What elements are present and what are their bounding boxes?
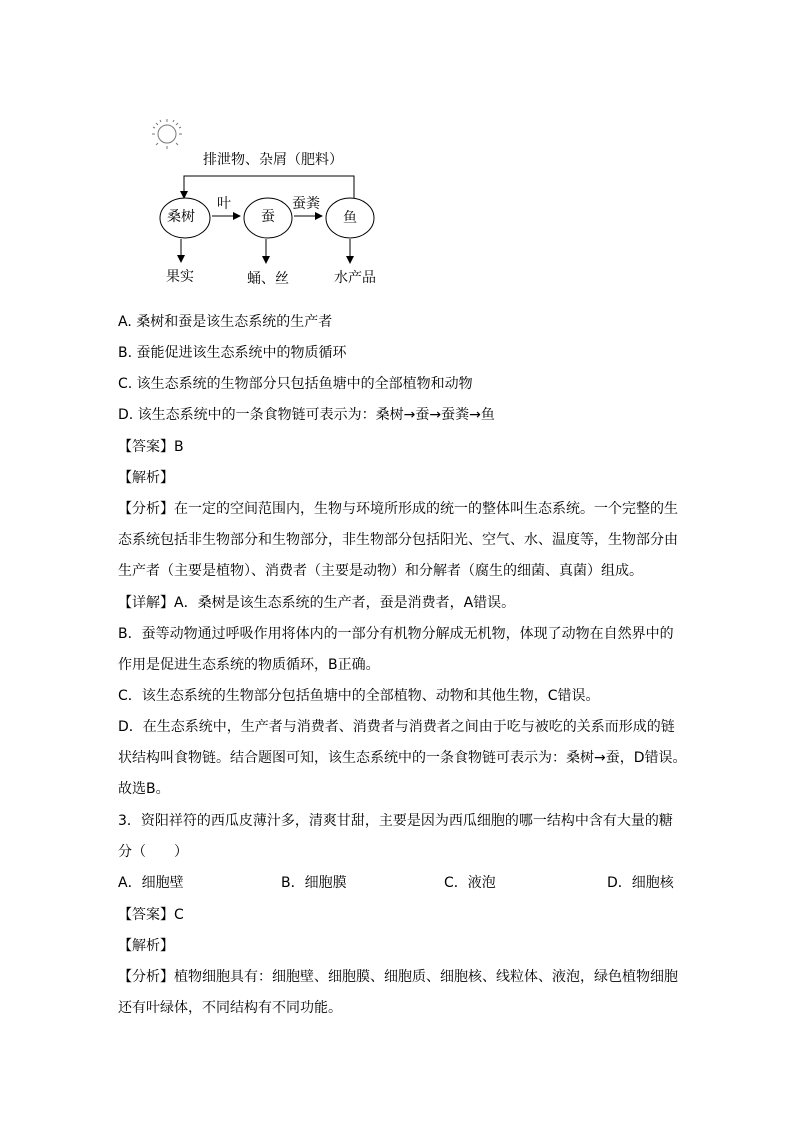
q2-analysis-line: 生产者（主要是植物）、消费者（主要是动物）和分解者（腐生的细菌、真菌）组成。 xyxy=(118,563,643,579)
q3-jiexi-heading: 【解析】 xyxy=(118,938,174,954)
diagram-svg xyxy=(140,112,400,292)
q3-answer: 【答案】C xyxy=(118,907,184,923)
pupa-silk-label: 蛹、丝 xyxy=(247,271,289,287)
q3-analysis-line: 还有叶绿体，不同结构有不同功能。 xyxy=(118,1000,342,1016)
q2-option-a: A. 桑树和蚕是该生态系统的生产者 xyxy=(118,314,333,330)
fish-label: 鱼 xyxy=(343,210,357,226)
mulberry-fish-pond-diagram xyxy=(140,112,400,292)
q2-option-b: B. 蚕能促进该生态系统中的物质循环 xyxy=(118,345,347,361)
q2-jiexi-heading: 【解析】 xyxy=(118,470,174,486)
leaf-label: 叶 xyxy=(217,196,231,212)
q3-option-c: C．液泡 xyxy=(444,875,496,891)
q3-analysis-line: 【分析】植物细胞具有：细胞壁、细胞膜、细胞质、细胞核、线粒体、液泡，绿色植物细胞 xyxy=(118,969,678,985)
q3-option-a: A．细胞壁 xyxy=(118,875,184,891)
q3-option-d: D．细胞核 xyxy=(607,875,674,891)
q2-detail-line: D．在生态系统中，生产者与消费者、消费者与消费者之间由于吃与被吃的关系而形成的链 xyxy=(118,719,675,735)
sun-icon xyxy=(152,119,182,149)
q2-detail-line: B．蚕等动物通过呼吸作用将体内的一部分有机物分解成无机物，体现了动物在自然界中的 xyxy=(118,626,674,642)
q2-option-c: C. 该生态系统的生物部分只包括鱼塘中的全部植物和动物 xyxy=(118,376,473,392)
q2-option-d: D. 该生态系统中的一条食物链可表示为：桑树→蚕→蚕粪→鱼 xyxy=(118,407,495,423)
q2-detail-line: 【详解】A．桑树是该生态系统的生产者，蚕是消费者，A错误。 xyxy=(118,595,516,611)
fertilizer-label: 排泄物、杂屑（肥料） xyxy=(203,152,343,168)
silkworm-label: 蚕 xyxy=(261,209,275,225)
q2-analysis-line: 态系统包括非生物部分和生物部分，非生物部分包括阳光、空气、水、温度等，生物部分由 xyxy=(118,532,678,548)
fruit-label: 果实 xyxy=(166,269,194,285)
dung-label: 蚕粪 xyxy=(292,196,320,212)
q3-stem-line: 分（ ） xyxy=(118,844,188,860)
q3-option-b: B．细胞膜 xyxy=(281,875,347,891)
q2-detail-line: 状结构叫食物链。结合题图可知，该生态系统中的一条食物链可表示为：桑树→蚕，D错误。 xyxy=(118,750,687,766)
q3-stem-line: 3．资阳祥符的西瓜皮薄汁多，清爽甘甜，主要是因为西瓜细胞的哪一结构中含有大量的糖 xyxy=(118,813,673,829)
q2-conclusion: 故选B。 xyxy=(118,781,170,797)
q2-analysis-line: 【分析】在一定的空间范围内，生物与环境所形成的统一的整体叫生态系统。一个完整的生 xyxy=(118,501,678,517)
q2-detail-line: C．该生态系统的生物部分包括鱼塘中的全部植物、动物和其他生物，C错误。 xyxy=(118,688,600,704)
aquatic-label: 水产品 xyxy=(334,270,376,286)
q2-detail-line: 作用是促进生态系统的物质循环，B正确。 xyxy=(118,657,380,673)
q2-answer: 【答案】B xyxy=(118,439,184,455)
mulberry-label: 桑树 xyxy=(167,209,195,225)
